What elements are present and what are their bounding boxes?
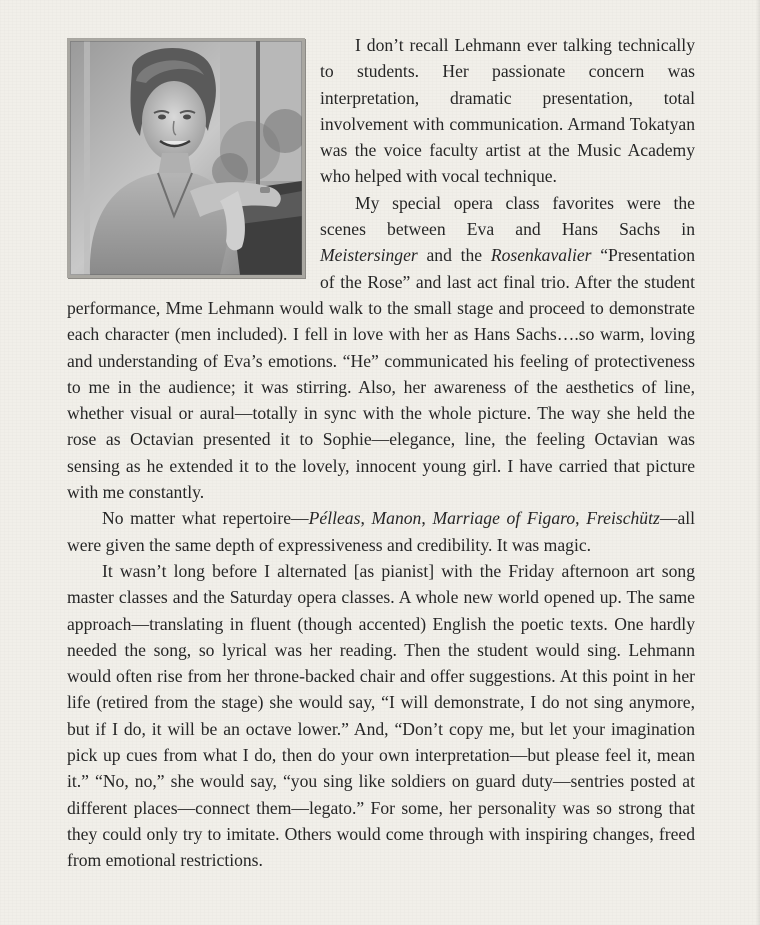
paragraph-3-lead: No matter what repertoire— (102, 508, 309, 529)
paragraph-4: It wasn’t long before I alternated [as pianist] with the Friday afternoon art song master classes and the Saturday opera classes. A whole new world opened up. The same approach—translating in fluent (though accented) English the poetic texts. One hardly needed the song, so lyrical was her reading. Then the student would sing. Lehmann would often rise from her throne-backed chair and offer suggestions. At this point in her life (retired from the stage) she would say, “I will demonstrate, I do not sing anymore, but if I do, it will be an octave lower.” And, “Don’t copy me, but let your imagination pick up cues from what I do, then do your own interpretation—but please feel it, mean it.” “No, no,” she would say, “you sing like soldiers on guard duty—sentries posted at different places—connect them—legato.” For some, her personality was so strong that they could only try to imitate. Others would come through with inspiring changes, freed from emotional restrictions. (67, 560, 695, 871)
title-manon: Manon (371, 508, 422, 529)
paragraph-3-sep-2: , (421, 508, 433, 529)
portrait-photo (67, 38, 305, 278)
paragraph-3-sep-1: , (360, 508, 372, 529)
paragraph-1: I don’t recall Lehmann ever talking technically to students. Her passionate concern was interpretation, dramatic presentation, total involvement with communication. Armand Tokatyan was the voice faculty artist at the Music Academy who helped with vocal technique. (320, 35, 695, 187)
paragraph-2-text-a: My special opera class favorites were the scenes between Eva and Hans Sachs in (320, 192, 695, 240)
title-pelleas: Pélleas (308, 508, 361, 529)
paragraph-2-text-c: “Presentation of the Rose” and last act final trio. After the student performance, Mme Lehmann would walk to the small stage and proceed to demonstrate each character (men included). I fell in love with her as Hans Sachs….so warm, loving and understanding of Eva’s emotions. “He” communicated his feeling of protectiveness to me in the audience; it was stirring. Also, her awareness of the aesthetics of line, whether visual or aural—totally in sync with the whole picture. The way she held the rose as Octavian presented it to Sophie—elegance, line, the feeling Octavian was sensing as he extended it to the lovely, innocent young girl. I have carried that picture with me constantly. (67, 245, 695, 503)
title-rosenkavalier: Rosenkavalier (490, 245, 592, 266)
paragraph-3 (67, 505, 695, 558)
paragraph-3-tail: —all were given the same depth of expressiveness and credibility. It was magic. (67, 508, 696, 555)
paragraph-3-sep-3: , (575, 508, 587, 529)
paragraph-2-text-b: and the (417, 245, 491, 266)
title-meistersinger: Meistersinger (320, 245, 418, 266)
portrait-photo-icon (70, 41, 302, 275)
title-marriage-of-figaro: Marriage of Figaro (432, 508, 576, 529)
article-body (67, 32, 695, 874)
title-freischutz: Freischütz (586, 508, 660, 529)
page-edge-shadow (756, 0, 760, 925)
